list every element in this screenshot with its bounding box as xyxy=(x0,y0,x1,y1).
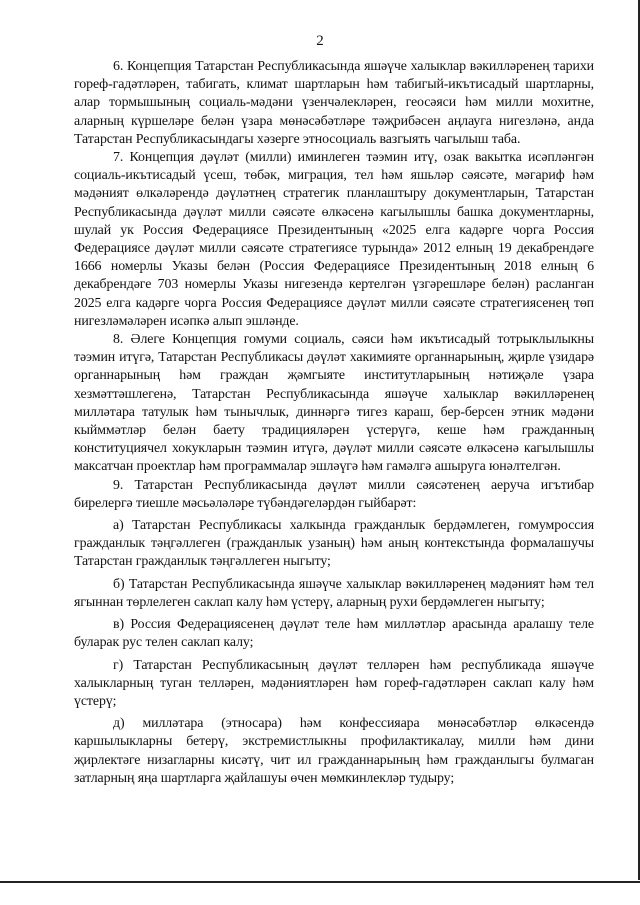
paragraph-8: 8. Әлеге Концепция гомуми социаль, сәяси һәм икътисадый тотрыклылыкны тәэмин итүгә, Татарстан Республикасы дәүләт хакимияте органнарының, җирле үзидарә органнарының һәм граждан җәмгыяте институтларының нәтиҗәле үзара хезмәттәшлегенә, Татарстан Республикасында яшәүче халыклар вәкилләренең милләтара татулык һәм тынычлык, диннәргә тигез караш, бер-берсен этник мәдәни кыйммәтләр белән баету традицияләрен үстерүгә, кеше һәм гражданның конституциячел хокукларын тәэмин итүгә, дәүләт милли сәясәте өлкәсенә кагылышлы максатчан проектлар һәм программалар эшләүгә һәм гамәлгә ашыруга юнәлтелгән. xyxy=(74,332,594,475)
list-item-g: г) Татарстан Республикасының дәүләт телләрен һәм республикада яшәүче халыкларның туган телләрен, мәдәниятләрен һәм гореф-гадәтләрен саклап калу һәм үстерү; xyxy=(74,657,594,709)
scan-border-bottom xyxy=(0,881,640,883)
page-number: 2 xyxy=(316,33,324,49)
list-item-d: д) милләтара (этносара) һәм конфессияара мөнәсәбәтләр өлкәсендә каршылыкларны бетерү, экстремистлыкны профилактикалау, милли һәм дини җирлектәге низагларны кисәтү, чит ил гражданнарының һәм гражданлыгы булмаган затларның яңа шартларга җайлашуы өчен мөмкинлекләр тудыру; xyxy=(74,716,594,786)
paragraph-7: 7. Концепция дәүләт (милли) иминлеген тәэмин итү, озак вакытка исәпләнгән социаль-икътисадый үсеш, төбәк, миграция, тел һәм яшьләр сәясәте, мәгариф һәм мәдәният өлкәләрендә дәүләтнең стратегик планлаштыру документларын, Татарстан Республикасында дәүләт милли сәясәте өлкәсенә кагылышлы башка документларны, шулай ук Россия Федерациясе Президентының «2025 елга кадәрге чорга Россия Федерациясе дәүләт милли сәясәте стратегиясе турында» 2012 елның 19 декабрендәге 1666 номерлы Указы белән (Россия Федерациясе Президентының 2018 елның 6 декабрендәге 703 номерлы Указы нигезендә кертелгән үзгәрешләре белән) расланган 2025 елга кадәрге чорга Россия Федерациясе дәүләт милли сәясәте стратегиясенең төп нигезләмәләрен исәпкә алып эшләнде. xyxy=(74,150,594,329)
document-body xyxy=(74,58,594,788)
list-item-a: а) Татарстан Республикасы халкында гражданлык бердәмлеген, гомумроссия гражданлык тәңгәллеген (гражданлык узаның) һәм аның контекстында формалашучы Татарстан гражданлык тәңгәллеген ныгыту; xyxy=(74,518,594,570)
paragraph-6: 6. Концепция Татарстан Республикасында яшәүче халыклар вәкилләренең тарихи гореф-гадәтләрен, табигать, климат шартларын һәм табигый-икътисадый шартларны, алар тормышының социаль-мәдәни үзенчәлекләрен, геосәяси һәм милли мохитне, аларның күршеләре белән үзара мөнәсәбәтләре тәҗрибәсен аңлауга нигезләнә, анда Татарстан Республикасындагы хәзерге этносоциаль вазгыять чагылыш таба. xyxy=(74,59,594,147)
list-item-v: в) Россия Федерациясенең дәүләт теле һәм милләтләр арасында аралашу теле буларак рус телен саклап калу; xyxy=(74,617,594,651)
list-item-b: б) Татарстан Республикасында яшәүче халыклар вәкилләренең мәдәният һәм тел ягыннан төрлелеген саклап калу һәм үстерү, аларның рухи бердәмлеген ныгыту; xyxy=(74,576,594,610)
paragraph-9: 9. Татарстан Республикасында дәүләт милли сәясәтенең аеруча игътибар бирелергә тиешле мәсьәләләре түбәндәгеләрдән гыйбарәт: xyxy=(74,477,594,511)
